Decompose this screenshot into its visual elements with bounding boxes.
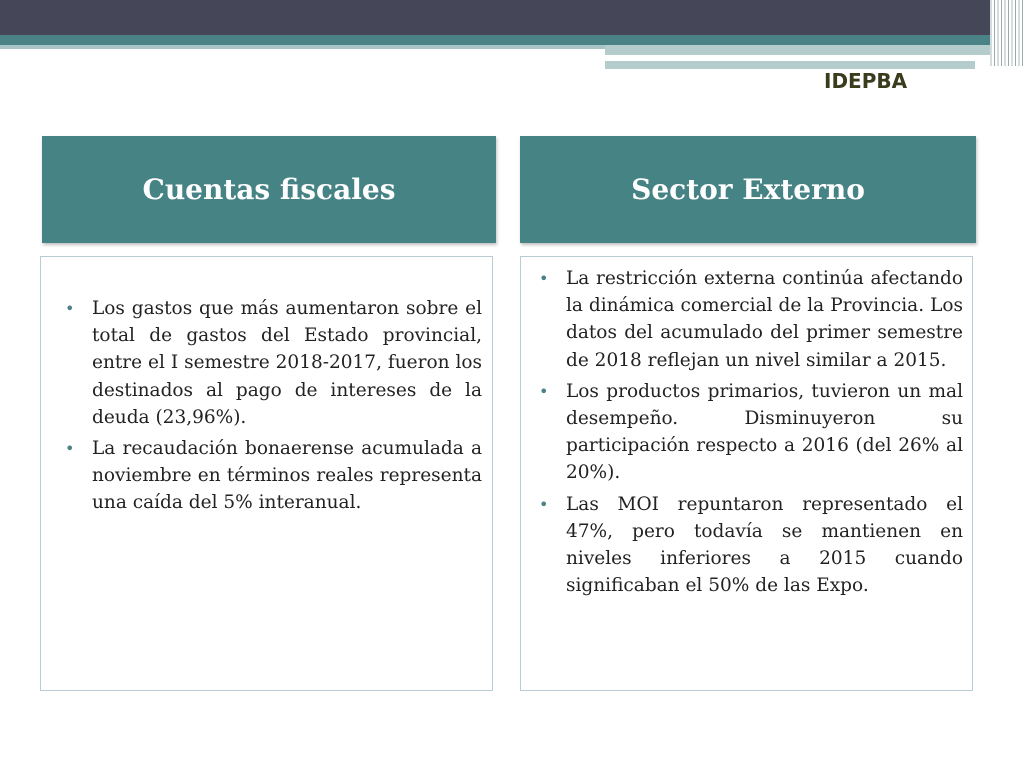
content-box-cuentas-fiscales: [40, 256, 493, 691]
bullet-item: • La recaudación bonaerense acumulada a noviembre en términos reales representa una caída del 5% interanual.: [61, 435, 482, 517]
logo-text: IDEPBA: [824, 69, 908, 93]
bullet-item: • Los gastos que más aumentaron sobre el total de gastos del Estado provincial, entre el I semestre 2018-2017, fueron los destinados al pago de intereses de la deuda (23,96%).: [61, 295, 482, 431]
top-teal-bar: [0, 35, 1024, 45]
bullet-list: [535, 265, 963, 603]
header-title: Cuentas fiscales: [142, 173, 396, 206]
bullet-item: • La restricción externa continúa afectando la dinámica comercial de la Provincia. Los datos del acumulado del primer semestre de 2018 reflejan un nivel similar a 2015.: [535, 265, 963, 374]
header-cuentas-fiscales: [42, 136, 496, 243]
bullet-item: • Los productos primarios, tuvieron un mal desempeño. Disminuyeron su participación respecto a 2016 (del 26% al 20%).: [535, 378, 963, 487]
bullet-list: [61, 295, 482, 521]
decorative-stripes: [990, 0, 1024, 66]
header-sector-externo: [520, 136, 976, 243]
top-dark-bar: [0, 0, 1024, 35]
top-light-bar: [0, 45, 605, 49]
idepba-logo: [824, 66, 948, 96]
bullet-item: • Las MOI repuntaron representado el 47%, pero todavía se mantienen en niveles inferiores a 2015 cuando significaban el 50% de las Expo.: [535, 491, 963, 600]
content-box-sector-externo: [520, 256, 973, 691]
header-title: Sector Externo: [631, 173, 865, 206]
top-light-bar-right: [605, 45, 1024, 55]
